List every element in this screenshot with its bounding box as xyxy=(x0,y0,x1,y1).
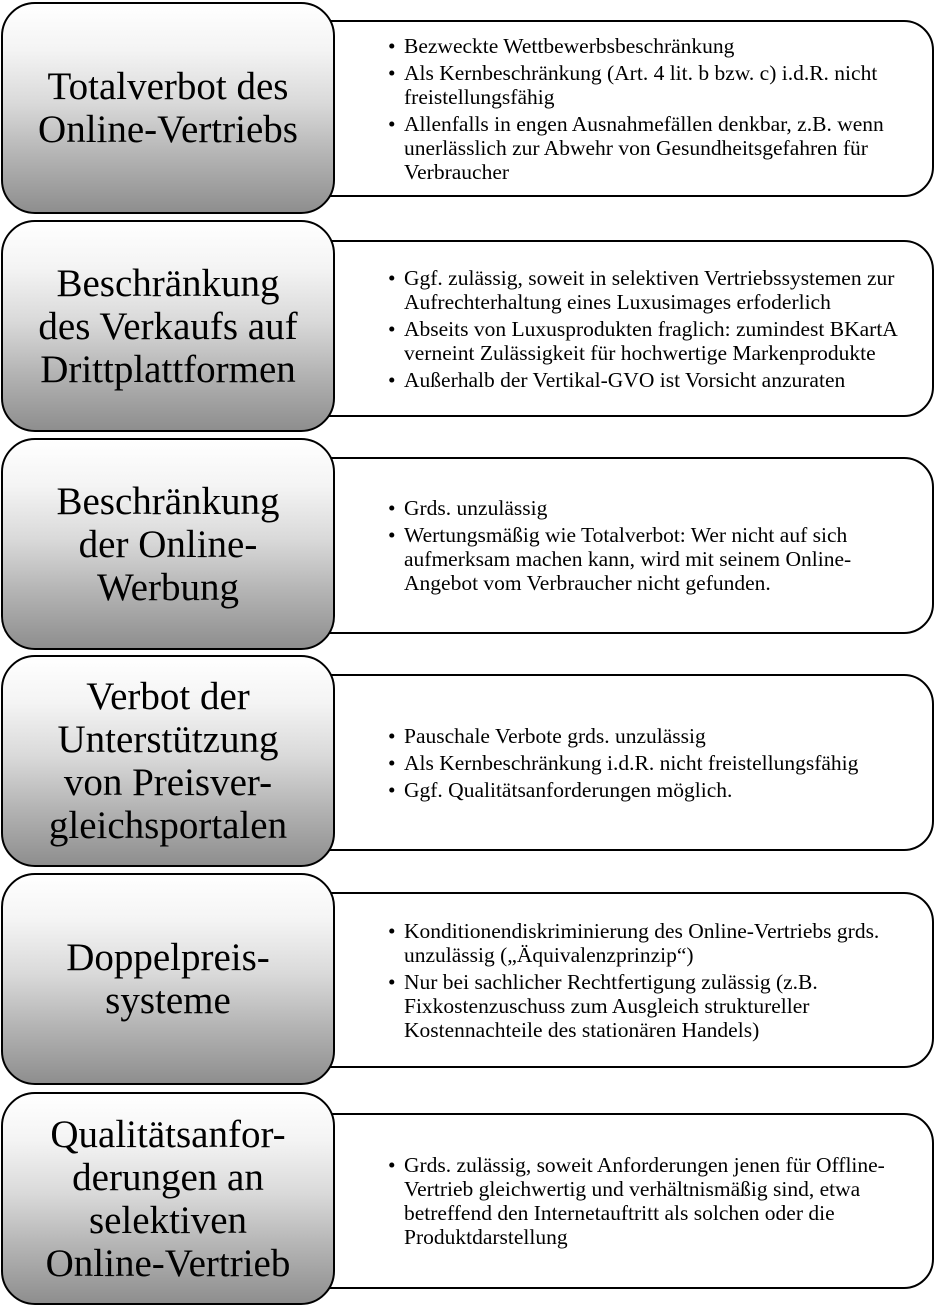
bullet-list-6 xyxy=(388,1153,914,1249)
category-title-4 xyxy=(1,655,335,867)
category-title-3 xyxy=(1,438,335,650)
bullet-list-3 xyxy=(388,496,914,595)
category-title-6 xyxy=(1,1092,335,1305)
bullet-item: • Konditionendiskriminierung des Online-Vertriebs grds. unzulässig („Äquivalenzprinzip“) xyxy=(388,919,914,967)
description-box-4 xyxy=(300,674,934,851)
category-title-text-2: Beschränkung des Verkaufs auf Drittplattformen xyxy=(38,261,298,391)
bullet-item: • Allenfalls in engen Ausnahmefällen denkbar, z.B. wenn unerlässlich zur Abwehr von Gesundheitsgefahren für Verbraucher xyxy=(388,112,914,184)
bullet-item: • Außerhalb der Vertikal-GVO ist Vorsicht anzuraten xyxy=(388,368,914,392)
description-box-2 xyxy=(300,240,934,417)
bullet-item: • Ggf. zulässig, soweit in selektiven Vertriebssystemen zur Aufrechterhaltung eines Luxusimages erfoderlich xyxy=(388,266,914,314)
category-title-text-3: Beschränkung der Online- Werbung xyxy=(56,479,280,609)
bullet-item: • Grds. unzulässig xyxy=(388,496,914,520)
bullet-list-4 xyxy=(388,724,858,802)
category-title-5 xyxy=(1,873,335,1085)
category-title-text-1: Totalverbot des Online-Vertriebs xyxy=(38,65,298,151)
bullet-item: • Abseits von Luxusprodukten fraglich: zumindest BKartA verneint Zulässigkeit für hochwertige Markenprodukte xyxy=(388,317,914,365)
category-title-text-4: Verbot der Unterstützung von Preisver- gleichsportalen xyxy=(48,675,288,847)
bullet-item: • Grds. zulässig, soweit Anforderungen jenen für Offline-Vertrieb gleichwertig und verhältnismäßig sind, etwa betreffend den Internetauftritt als solchen oder die Produktdarstellung xyxy=(388,1153,914,1249)
bullet-item: • Als Kernbeschränkung i.d.R. nicht freistellungsfähig xyxy=(388,751,858,775)
bullet-item: • Pauschale Verbote grds. unzulässig xyxy=(388,724,858,748)
bullet-item: • Wertungsmäßig wie Totalverbot: Wer nicht auf sich aufmerksam machen kann, wird mit seinem Online-Angebot vom Verbraucher nicht gefunden. xyxy=(388,523,914,595)
description-box-6 xyxy=(300,1113,934,1289)
bullet-item: • Bezweckte Wettbewerbsbeschränkung xyxy=(388,34,914,58)
bullet-item: • Nur bei sachlicher Rechtfertigung zulässig (z.B. Fixkostenzuschuss zum Ausgleich struktureller Kostennachteile des stationären Handels) xyxy=(388,970,914,1042)
category-title-2 xyxy=(1,220,335,432)
description-box-3 xyxy=(300,457,934,634)
category-title-text-5: Doppelpreis- systeme xyxy=(66,936,270,1022)
category-title-text-6: Qualitätsanfor- derungen an selektiven Online-Vertrieb xyxy=(45,1112,291,1285)
bullet-list-2 xyxy=(388,266,914,392)
description-box-1 xyxy=(300,20,934,197)
bullet-list-5 xyxy=(388,919,914,1042)
bullet-list-1 xyxy=(388,34,914,184)
bullet-item: • Ggf. Qualitätsanforderungen möglich. xyxy=(388,778,858,802)
description-box-5 xyxy=(300,892,934,1068)
bullet-item: • Als Kernbeschränkung (Art. 4 lit. b bzw. c) i.d.R. nicht freistellungsfähig xyxy=(388,61,914,109)
category-title-1 xyxy=(1,2,335,214)
